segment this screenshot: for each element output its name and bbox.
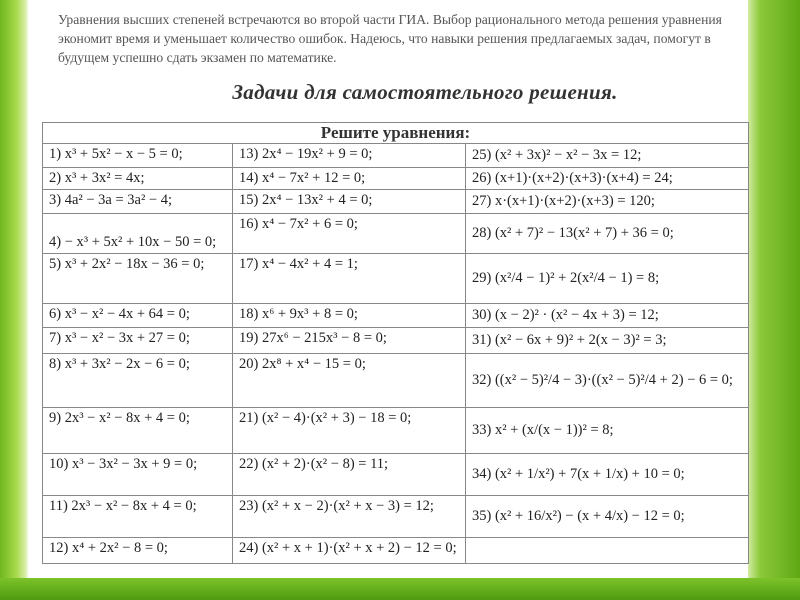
intro-paragraph: Уравнения высших степеней встречаются во второй части ГИА. Выбор рационального метода решения уравнения экономит время и уменьшает количество ошибок. Надеюсь, что навыки решения предлагаемых задач, помогут в будущем успешно сдать экзамен по математике. — [58, 12, 722, 65]
equation-cell: 11) 2x³ − x² − 8x + 4 = 0; — [43, 496, 233, 538]
equation-cell: 23) (x² + x − 2)·(x² + x − 3) = 12; — [233, 496, 466, 538]
equation-cell: 9) 2x³ − x² − 8x + 4 = 0; — [43, 408, 233, 454]
section-heading: Задачи для самостоятельного решения. — [232, 80, 618, 104]
table-row — [43, 144, 749, 168]
equation-cell: 1) x³ + 5x² − x − 5 = 0; — [43, 144, 233, 168]
table-row — [43, 214, 749, 254]
green-footer-strip — [0, 578, 800, 600]
table-row — [43, 168, 749, 190]
equation-cell: 3) 4a² − 3a = 3a² − 4; — [43, 190, 233, 214]
equation-cell: 30) (x − 2)² · (x² − 4x + 3) = 12; — [466, 304, 749, 328]
equation-cell: 6) x³ − x² − 4x + 64 = 0; — [43, 304, 233, 328]
equation-cell: 20) 2x⁸ + x⁴ − 15 = 0; — [233, 354, 466, 408]
equation-cell: 4) − x³ + 5x² + 10x − 50 = 0; — [43, 214, 233, 254]
table-row — [43, 190, 749, 214]
table-row — [43, 538, 749, 564]
table-title: Решите уравнения: — [43, 123, 749, 144]
table-row — [43, 454, 749, 496]
equation-cell: 15) 2x⁴ − 13x² + 4 = 0; — [233, 190, 466, 214]
table-row — [43, 354, 749, 408]
equation-cell: 2) x³ + 3x² = 4x; — [43, 168, 233, 190]
equation-cell: 13) 2x⁴ − 19x² + 9 = 0; — [233, 144, 466, 168]
document-page — [30, 0, 748, 578]
equation-cell: 29) (x²/4 − 1)² + 2(x²/4 − 1) = 8; — [466, 254, 749, 304]
equations-table — [42, 122, 749, 564]
table-row — [43, 328, 749, 354]
equation-cell: 34) (x² + 1/x²) + 7(x + 1/x) + 10 = 0; — [466, 454, 749, 496]
equation-cell: 28) (x² + 7)² − 13(x² + 7) + 36 = 0; — [466, 214, 749, 254]
equation-cell: 19) 27x⁶ − 215x³ − 8 = 0; — [233, 328, 466, 354]
equation-cell: 26) (x+1)·(x+2)·(x+3)·(x+4) = 24; — [466, 168, 749, 190]
equation-cell: 27) x·(x+1)·(x+2)·(x+3) = 120; — [466, 190, 749, 214]
equation-cell: 25) (x² + 3x)² − x² − 3x = 12; — [466, 144, 749, 168]
equation-cell: 35) (x² + 16/x²) − (x + 4/x) − 12 = 0; — [466, 496, 749, 538]
equation-cell: 18) x⁶ + 9x³ + 8 = 0; — [233, 304, 466, 328]
equation-cell: 16) x⁴ − 7x² + 6 = 0; — [233, 214, 466, 254]
table-row — [43, 304, 749, 328]
table-row — [43, 408, 749, 454]
equation-cell: 10) x³ − 3x² − 3x + 9 = 0; — [43, 454, 233, 496]
equation-cell: 7) x³ − x² − 3x + 27 = 0; — [43, 328, 233, 354]
table-row — [43, 496, 749, 538]
equation-cell: 12) x⁴ + 2x² − 8 = 0; — [43, 538, 233, 564]
equation-cell: 21) (x² − 4)·(x² + 3) − 18 = 0; — [233, 408, 466, 454]
equation-cell: 31) (x² − 6x + 9)² + 2(x − 3)² = 3; — [466, 328, 749, 354]
equation-cell — [466, 538, 749, 564]
equation-cell: 8) x³ + 3x² − 2x − 6 = 0; — [43, 354, 233, 408]
equation-cell: 24) (x² + x + 1)·(x² + x + 2) − 12 = 0; — [233, 538, 466, 564]
equation-cell: 22) (x² + 2)·(x² − 8) = 11; — [233, 454, 466, 496]
equation-cell: 14) x⁴ − 7x² + 12 = 0; — [233, 168, 466, 190]
equation-cell: 5) x³ + 2x² − 18x − 36 = 0; — [43, 254, 233, 304]
table-row — [43, 254, 749, 304]
equation-cell: 17) x⁴ − 4x² + 4 = 1; — [233, 254, 466, 304]
equation-cell: 33) x² + (x/(x − 1))² = 8; — [466, 408, 749, 454]
equation-cell: 32) ((x² − 5)²/4 − 3)·((x² − 5)²/4 + 2) − 6 = 0; — [466, 354, 749, 408]
